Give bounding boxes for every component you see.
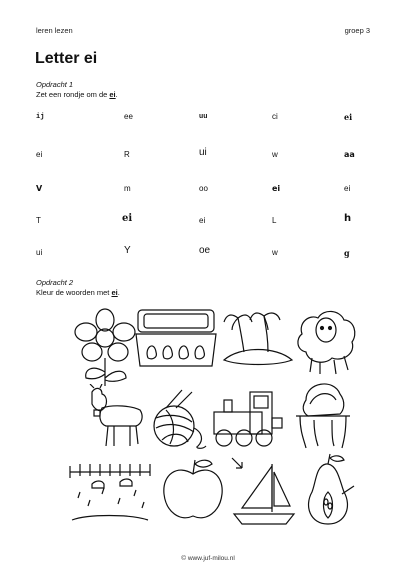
letter-cell[interactable]: h [344,213,352,224]
letter-cell[interactable]: L [272,216,277,225]
goat-picture[interactable] [84,384,148,450]
flower-picture[interactable] [70,308,140,388]
letter-cell[interactable]: m [124,184,131,193]
letter-cell[interactable]: T [36,216,41,225]
pear-picture[interactable] [298,452,358,528]
letter-cell[interactable]: ij [36,113,45,121]
exercise2-instruction [36,288,120,297]
exercise2-instruction-text: Kleur de woorden met [36,288,112,297]
letter-cell[interactable]: ei [344,112,353,122]
letter-cell[interactable]: ei [36,150,43,159]
letter-cell[interactable]: ei [199,216,206,225]
exercise1-instruction-text: Zet een rondje om de [36,90,110,99]
yarn-ball-picture[interactable] [146,388,208,450]
header-left: leren lezen [36,26,73,35]
letter-cell[interactable]: ei [344,184,351,193]
island-picture[interactable] [220,308,296,368]
letter-cell[interactable]: ei [122,213,133,224]
letter-cell[interactable]: aa [344,150,355,159]
sailboat-picture[interactable] [228,454,298,526]
letter-grid [36,108,376,258]
exercise2-instruction-target: ei [111,288,118,297]
letter-cell[interactable]: ee [124,112,133,121]
letter-cell[interactable]: w [272,150,278,159]
exercise1-instruction-target: ei [109,90,116,99]
exercise2-instruction-end: . [117,288,120,297]
header-right: groep 3 [344,26,370,35]
letter-cell[interactable]: R [124,150,130,159]
letter-cell[interactable]: w [272,248,278,257]
letter-cell[interactable]: Y [124,245,131,256]
apple-picture[interactable] [158,456,228,524]
letter-cell[interactable]: ci [272,112,278,121]
letter-cell[interactable]: oo [199,184,208,193]
letter-cell[interactable]: ei [272,184,281,193]
coloring-pictures [60,304,360,544]
exercise1-title: Opdracht 1 [36,80,74,89]
meadow-picture[interactable] [68,458,152,524]
letter-cell[interactable]: uu [199,113,208,121]
train-picture[interactable] [210,382,286,450]
letter-cell[interactable]: oe [199,245,211,256]
letter-cell[interactable]: ui [36,248,43,257]
egg-carton-picture[interactable] [134,308,218,370]
cradle-picture[interactable] [292,376,354,452]
letter-cell[interactable]: ui [199,147,207,158]
page-title: Letter ei [35,50,98,67]
exercise2-title: Opdracht 2 [36,278,74,287]
exercise1-instruction [36,90,118,99]
exercise1-instruction-end: . [115,90,118,99]
letter-cell[interactable]: g [344,248,350,258]
letter-cell[interactable]: V [36,184,43,193]
footer-credit: © www.juf-milou.nl [181,555,235,562]
sheep-picture[interactable] [294,304,360,376]
